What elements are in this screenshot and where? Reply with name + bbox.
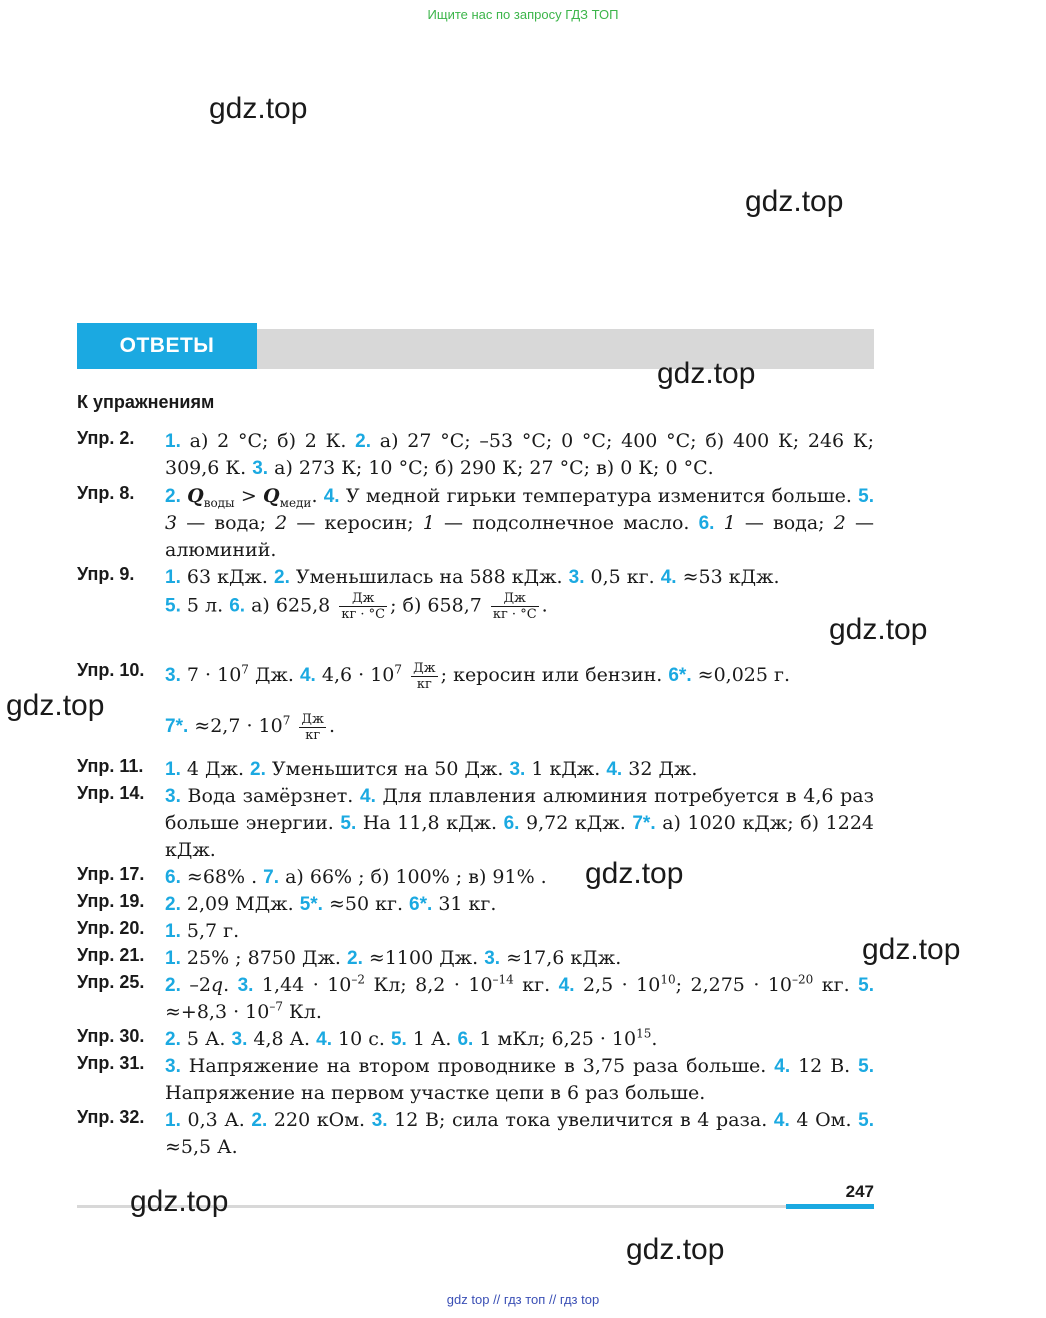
answer-upr-8 bbox=[77, 483, 874, 564]
answer-label: Упр. 2. bbox=[77, 428, 135, 448]
watermark: gdz.top bbox=[657, 357, 756, 390]
answer-text: 2. $Q_{воды} > Q_{меди}$. 4. У медной гирьки температура изменится больше. 5. 3 — вода; 2 — керосин; 1 — подсолнечное масло. 6. 1 — вода; 2 — алюминий. bbox=[165, 485, 875, 561]
answer-text: 1. 25% ; 8750 Дж. 2. ≈1100 Дж. 3. ≈17,6 кДж. bbox=[165, 947, 622, 969]
footer-accent bbox=[786, 1204, 874, 1209]
answer-upr-10 bbox=[77, 660, 874, 752]
footer-links bbox=[0, 1292, 1046, 1307]
answer-text: 1. 4 Дж. 2. Уменьшится на 50 Дж. 3. 1 кДж. 4. 32 Дж. bbox=[165, 758, 698, 780]
footer-separator: // bbox=[548, 1292, 557, 1307]
answer-upr-14 bbox=[77, 783, 874, 864]
answer-upr-30 bbox=[77, 1026, 874, 1053]
answer-upr-32 bbox=[77, 1107, 874, 1161]
answer-label: Упр. 10. bbox=[77, 660, 145, 680]
answer-label: Упр. 20. bbox=[77, 918, 145, 938]
answer-label: Упр. 30. bbox=[77, 1026, 145, 1046]
answer-text: 3. Напряжение на втором проводнике в 3,75 раза больше. 4. 12 В. 5. Напряжение на первом участке цепи в 6 раз больше. bbox=[165, 1055, 874, 1104]
answer-text: 3. Вода замёрзнет. 4. Для плавления алюминия потребуется в 4,6 раз больше энергии. 5. На 11,8 кДж. 6. 9,72 кДж. 7*. а) 1020 кДж; б) 1224 кДж. bbox=[165, 785, 875, 861]
answer-upr-17 bbox=[77, 864, 874, 891]
answer-label: Упр. 11. bbox=[77, 756, 144, 776]
answer-upr-31 bbox=[77, 1053, 874, 1107]
answer-text: 2. –2q. 3. $1,44 \cdot 10^{-2}$ Кл; $8,2 \cdot 10^{-14}$ кг. 4. $2,5 \cdot 10^{10}$; $2,275 \cdot 10^{-20}$ кг. 5. $\approx+8,3 \cdot 10^{-7}$ Кл. bbox=[165, 972, 874, 1023]
answer-label: Упр. 9. bbox=[77, 564, 135, 584]
answer-upr-11 bbox=[77, 756, 874, 783]
watermark: gdz.top bbox=[585, 857, 684, 890]
answer-label: Упр. 19. bbox=[77, 891, 145, 911]
answer-text: 2. 5 А. 3. 4,8 А. 4. 10 с. 5. 1 А. 6. 1 мКл; $6,25 \cdot 10^{15}$. bbox=[165, 1026, 658, 1050]
answer-label: Упр. 8. bbox=[77, 483, 135, 503]
page-number: 247 bbox=[845, 1182, 874, 1201]
answer-text: 3. $7 \cdot 10^7$ Дж. 4. $4,6 \cdot 10^7$ $\frac{Дж}{кг}$ ; керосин или бензин. 6*. ≈0,025 г. 7*. $\approx 2,7 \cdot 10^7$ $\frac{Дж}{кг}$ . bbox=[165, 660, 790, 743]
watermark: gdz.top bbox=[130, 1185, 229, 1218]
answer-upr-9 bbox=[77, 564, 874, 622]
watermark: gdz.top bbox=[745, 185, 844, 218]
answer-upr-19 bbox=[77, 891, 874, 918]
answer-label: Упр. 32. bbox=[77, 1107, 145, 1127]
answer-upr-25 bbox=[77, 972, 874, 1026]
watermark: gdz.top bbox=[6, 689, 105, 722]
answer-text: 2. 2,09 МДж. 5*. ≈50 кг. 6*. 31 кг. bbox=[165, 893, 497, 915]
answer-label: Упр. 21. bbox=[77, 945, 145, 965]
answer-text: 6. ≈68% . 7. а) 66% ; б) 100% ; в) 91% . bbox=[165, 866, 547, 888]
answer-label: Упр. 31. bbox=[77, 1053, 145, 1073]
watermark: gdz.top bbox=[862, 933, 961, 966]
answer-text: 1. 63 кДж. 2. Уменьшилась на 588 кДж. 3. 0,5 кг. 4. ≈53 кДж. 5. 5 л. 6. а) 625,8 $\frac{Дж}{кг \cdot ^\circ С}$ ; б) 658,7 $\frac{Дж}{кг \cdot ^\circ С}$ . bbox=[165, 566, 780, 622]
watermark: gdz.top bbox=[209, 92, 308, 125]
top-banner[interactable]: Ищите нас по запросу ГДЗ ТОП bbox=[427, 7, 619, 22]
answer-text: 1. 0,3 А. 2. 220 кОм. 3. 12 В; сила тока увеличится в 4 раза. 4. 4 Ом. 5. ≈5,5 А. bbox=[165, 1109, 874, 1158]
answer-upr-20 bbox=[77, 918, 874, 945]
section-title: К упражнениям bbox=[77, 392, 215, 412]
footer-link[interactable]: гдз топ bbox=[503, 1292, 546, 1307]
footer-link[interactable]: гдз top bbox=[559, 1292, 600, 1307]
section-header: ОТВЕТЫ bbox=[77, 323, 257, 369]
answer-text: 1. а) 2 °С; б) 2 К. 2. а) 27 °С; –53 °С; 0 °С; 400 °С; б) 400 К; 246 К; 309,6 К. 3. а) 273 К; 10 °С; б) 290 К; 27 °С; в) 0 К; 0 °С. bbox=[165, 430, 874, 479]
answer-text: 1. 5,7 г. bbox=[165, 920, 240, 942]
watermark: gdz.top bbox=[829, 613, 928, 646]
footer-link[interactable]: gdz top bbox=[446, 1292, 490, 1307]
watermark: gdz.top bbox=[626, 1233, 725, 1266]
answer-upr-2 bbox=[77, 428, 874, 482]
answer-upr-21 bbox=[77, 945, 874, 972]
footer-separator: // bbox=[493, 1292, 501, 1307]
answer-label: Упр. 17. bbox=[77, 864, 145, 884]
answer-label: Упр. 25. bbox=[77, 972, 145, 992]
answer-label: Упр. 14. bbox=[77, 783, 145, 803]
